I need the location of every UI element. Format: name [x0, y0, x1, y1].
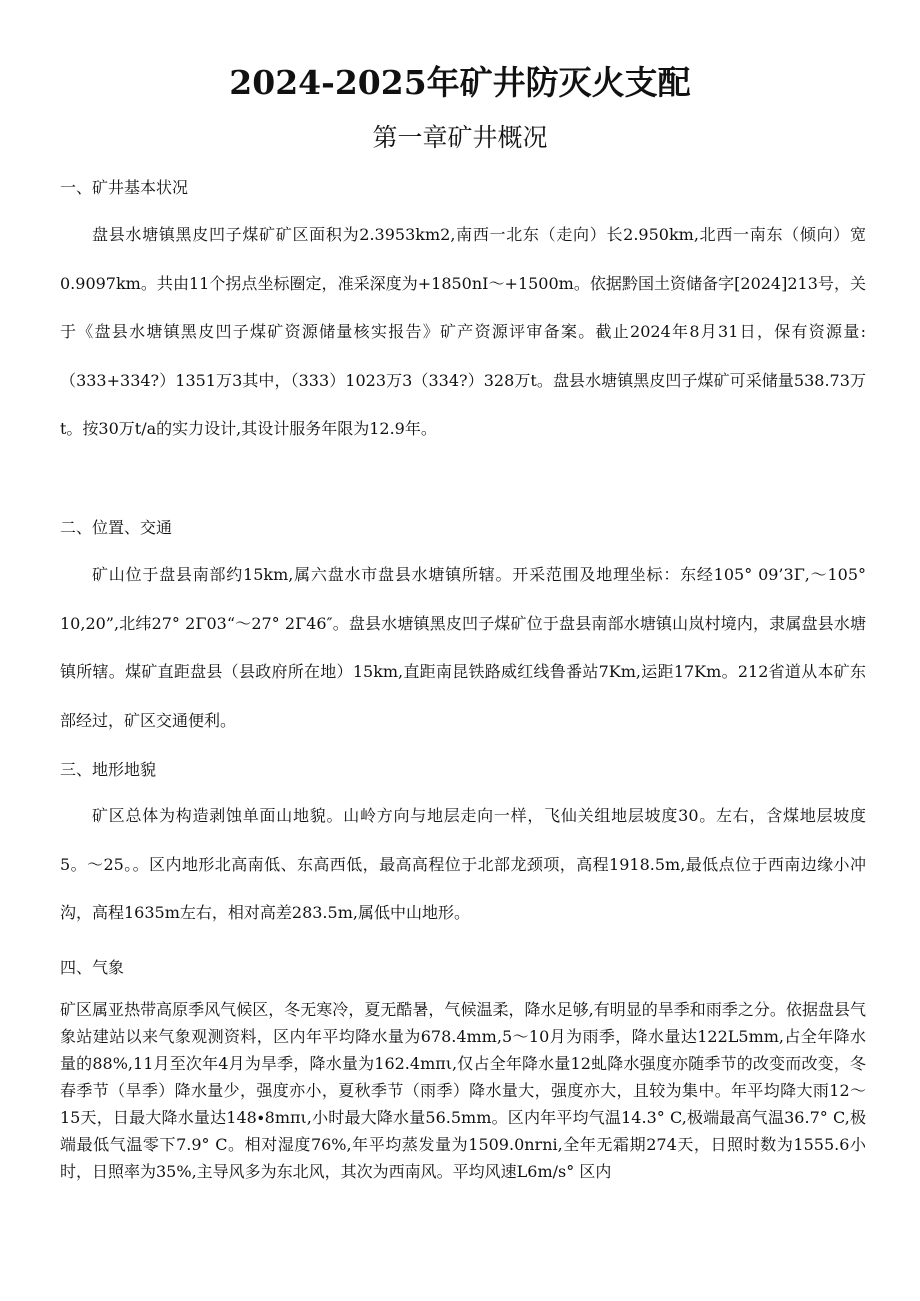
section-heading-terrain: 三、地形地貌	[60, 760, 157, 779]
section-heading-location: 二、位置、交通	[60, 518, 173, 537]
chapter-heading: 第一章矿井概况	[372, 123, 548, 152]
section-paragraph-weather: 矿区属亚热带高原季风气候区，冬无寒冷，夏无酷暑，气候温柔，降水足够,有明显的旱季和雨季之分。依据盘县气象站建站以来气象观测资料，区内年平均降水量为678.4mm,5〜10月为雨季，降水量达122L5mm,占全年降水量的88%,11月至次年4月为旱季，降水量为162.4mπι,仅占全年降水量12虬降水强度亦随季节的改变而改变，冬春季节（旱季）降水量少，强度亦小，夏秋季节（雨季）降水量大，强度亦大，且较为集中。年平均降大雨12〜15天，日最大降水量达148∙8mπι,小时最大降水量56.5mm。区内年平均气温14.3° C,极端最高气温36.7° C,极端最低气温零下7.9° C。相对湿度76%,年平均蒸发量为1509.0nrni,全年无霜期274天，日照时数为1555.6小时，日照率为35%,主导风多为东北风，其次为西南风。平均风速L6m/s° 区内	[60, 1000, 866, 1181]
section-paragraph-basic: 盘县水塘镇黑皮凹子煤矿矿区面积为2.3953km2,南西一北东（走向）长2.950km,北西一南东（倾向）宽0.9097km。共由11个拐点坐标圈定，准采深度为+1850nI〜+1500m。依据黔国土资储备字[2024]213号，关于《盘县水塘镇黑皮凹子煤矿资源储量核实报告》矿产资源评审备案。截止2024年8月31日，保有资源量:（333+334?）1351万3其中，（333）1023万3（334?）328万t。盘县水塘镇黑皮凹子煤矿可采储量538.73万t。按30万t/a的实力设计,其设计服务年限为12.9年。	[60, 225, 866, 438]
section-paragraph-location: 矿山位于盘县南部约15km,属六盘水市盘县水塘镇所辖。开采范围及地理坐标：东经105° 09’3Γ,〜105° 10,20”,北纬27° 2Γ03“〜27° 2Γ46″。盘县水塘镇黑皮凹子煤矿位于盘县南部水塘镇山岚村境内，隶属盘县水塘镇所辖。煤矿直距盘县（县政府所在地）15km,直距南昆铁路威红线鲁番站7Km,运距17Km。212省道从本矿东部经过，矿区交通便利。	[60, 565, 866, 730]
section-heading-weather: 四、气象	[60, 958, 125, 977]
section-heading-basic: 一、矿井基本状况	[60, 178, 189, 197]
section-paragraph-terrain: 矿区总体为构造剥蚀单面山地貌。山岭方向与地层走向一样，飞仙关组地层坡度30。左右，含煤地层坡度5。〜25。。区内地形北高南低、东高西低，最高高程位于北部龙颈项，高程1918.5m,最低点位于西南边缘小冲沟，高程1635m左右，相对高差283.5m,属低中山地形。	[60, 806, 866, 922]
document-title: 2024-2025年矿井防灭火支配	[229, 63, 691, 102]
